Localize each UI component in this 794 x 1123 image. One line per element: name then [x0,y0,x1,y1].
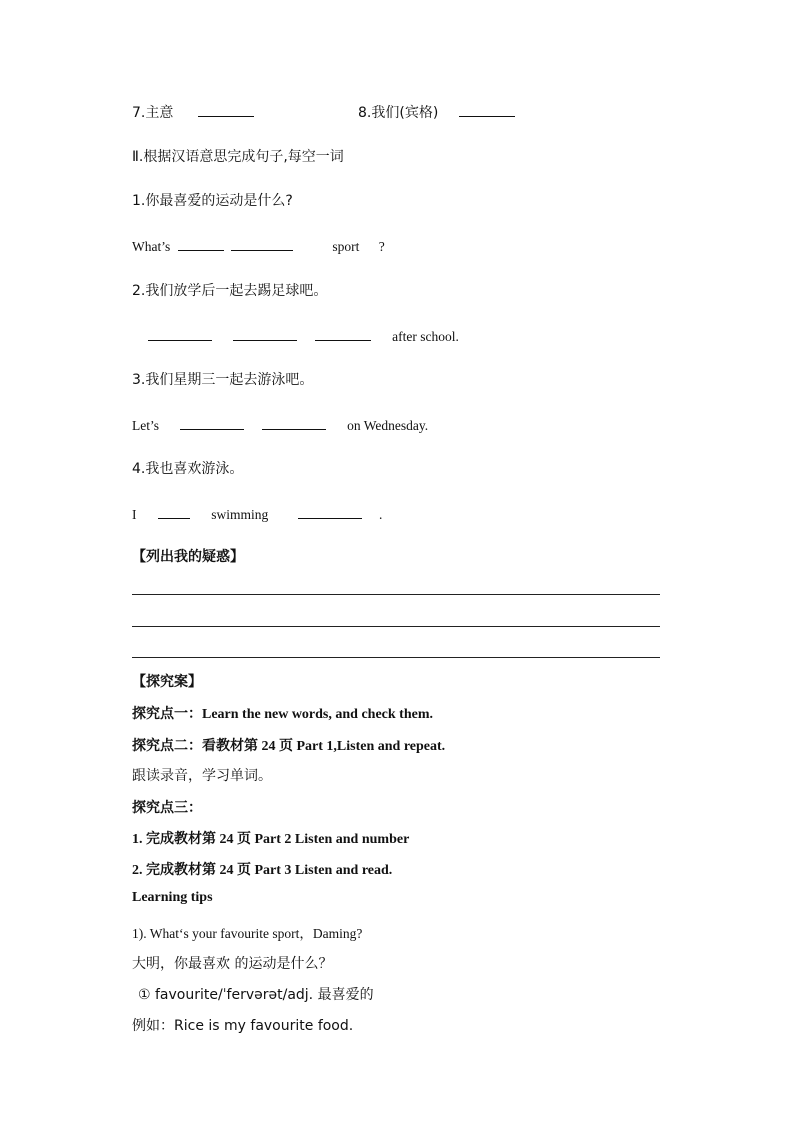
answer-blank[interactable] [459,102,515,117]
answer-blank[interactable] [231,236,293,251]
vocab-item-7 [132,102,254,122]
answer-blank[interactable] [180,415,244,430]
writing-line[interactable] [132,626,660,627]
question-3-sentence [132,415,428,434]
learning-tips-heading: Learning tips [132,890,213,905]
question-3-start: Let’s [132,418,159,433]
question-1-sport: sport [332,239,360,254]
tip-1-chinese: 大明，你最喜欢 的运动是什么？ [132,956,333,972]
vocab-item-7-label: 7.主意 [132,105,174,121]
question-1-start: What’s [132,239,171,254]
answer-blank[interactable] [233,326,297,341]
question-4-mid: swimming [211,507,269,522]
tip-1-example: 例如：Rice is my favourite food. [132,1018,354,1034]
question-2-end: after school. [392,329,459,344]
question-3-chinese: 3.我们星期三一起去游泳吧。 [132,372,314,388]
answer-blank[interactable] [262,415,326,430]
explore-point-3: 探究点三： [132,801,202,816]
vocab-item-8 [358,102,515,122]
explore-point-2-note: 跟读录音，学习单词。 [132,768,272,784]
question-4-start: I [132,507,137,522]
question-4-end: . [379,507,383,522]
writing-line[interactable] [132,594,660,595]
answer-blank[interactable] [178,236,224,251]
answer-blank[interactable] [148,326,212,341]
explore-point-1: 探究点一：Learn the new words, and check them. [132,707,433,722]
doubts-heading: 【列出我的疑惑】 [132,549,244,565]
question-2-sentence [148,326,459,345]
explore-item-2: 2. 完成教材第 24 页 Part 3 Listen and read. [132,863,393,878]
explore-point-2: 探究点二：看教材第 24 页 Part 1,Listen and repeat. [132,739,446,754]
tip-1-word: ① favourite/ˈfervərət/adj. 最喜爱的 [138,987,374,1003]
answer-blank[interactable] [298,504,362,519]
explore-heading: 【探究案】 [132,674,202,690]
answer-blank[interactable] [158,504,190,519]
question-4-chinese: 4.我也喜欢游泳。 [132,461,244,477]
question-4-sentence [132,504,382,523]
question-2-chinese: 2.我们放学后一起去踢足球吧。 [132,283,328,299]
question-3-end: on Wednesday. [347,418,429,433]
writing-line[interactable] [132,657,660,658]
answer-blank[interactable] [198,102,254,117]
explore-item-1: 1. 完成教材第 24 页 Part 2 Listen and number [132,832,410,847]
question-1-chinese: 1.你最喜爱的运动是什么? [132,193,293,209]
vocab-item-8-label: 8.我们(宾格) [358,105,439,121]
question-1-sentence [132,236,385,255]
answer-blank[interactable] [315,326,371,341]
tip-1-english: 1). What‘s your favourite sport，Daming? [132,926,363,941]
question-1-end: ? [378,239,385,254]
section-heading: Ⅱ.根据汉语意思完成句子,每空一词 [132,149,344,165]
